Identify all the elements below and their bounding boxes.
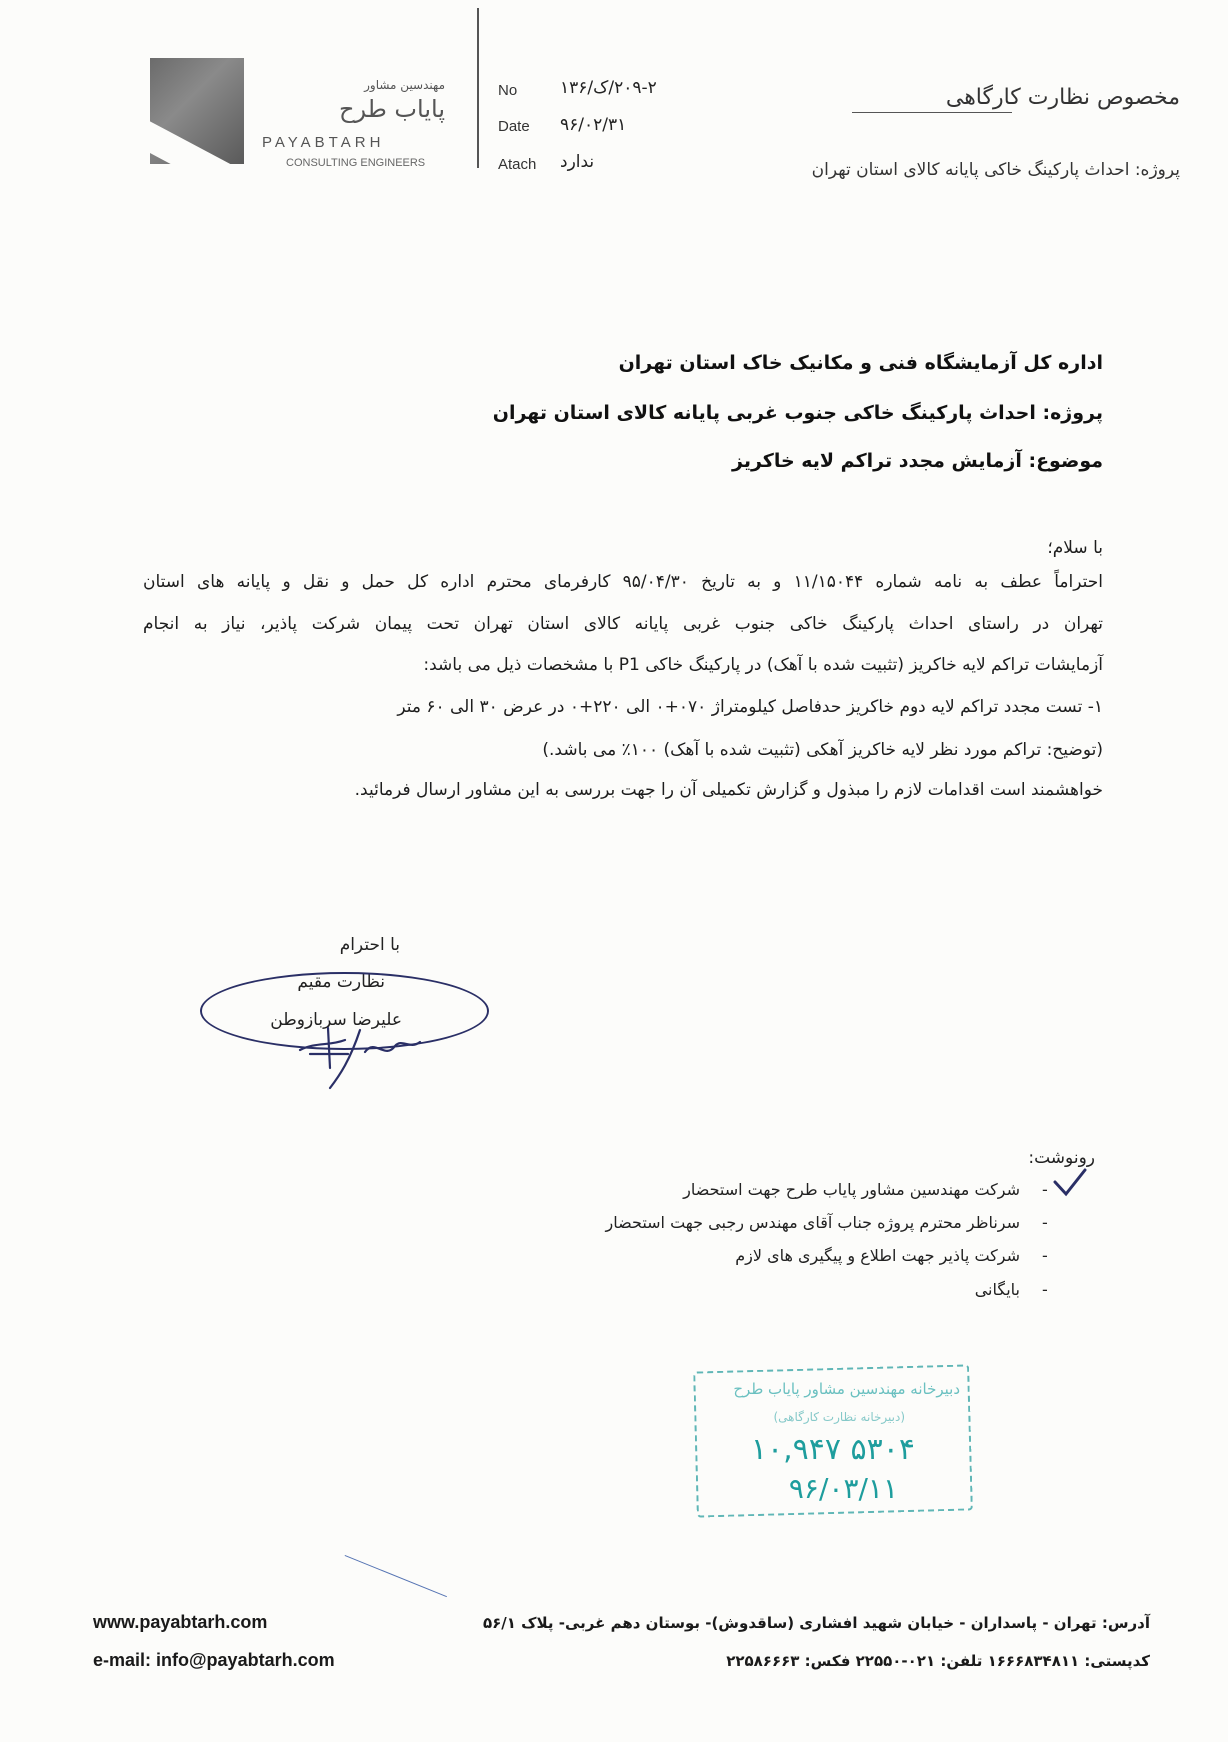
closing: با احترام — [339, 935, 400, 955]
copy-dash: - — [1042, 1180, 1048, 1199]
company-logo-mark — [150, 58, 244, 164]
signer-name: علیرضا سربازوطن — [270, 1010, 402, 1030]
logo-consulting-en: CONSULTING ENGINEERS — [286, 157, 426, 169]
email-link[interactable]: e-mail: info@payabtarh.com — [93, 1650, 335, 1670]
supervision-underline — [852, 112, 1012, 113]
date-value: ۹۶/۰۲/۳۱ — [560, 115, 627, 135]
copy-item-2: سرناظر محترم پروژه جناب آقای مهندس رجبی جهت استحضار — [605, 1213, 1020, 1232]
contact-info: کدپستی: ۱۶۶۶۸۳۴۸۱۱ تلفن: ۰۲۱-۲۲۵۵۰ فکس: ۲۲۵۸۶۶۶۳ — [726, 1652, 1150, 1670]
number-value: ۲۰۹-۲/ک/۱۳۶ — [560, 78, 657, 98]
website-link[interactable]: www.payabtarh.com — [93, 1612, 268, 1632]
logo-consulting-fa: مهندسین مشاور — [364, 78, 445, 92]
date-label: Date — [498, 118, 530, 135]
copy-dash: - — [1042, 1246, 1048, 1265]
address: آدرس: تهران - پاسداران - خیابان شهید افشاری (ساقدوش)- بوستان دهم غربی- پلاک ۵۶/۱ — [482, 1614, 1150, 1632]
recipient-line: اداره کل آزمایشگاه فنی و مکانیک خاک استان تهران — [618, 352, 1103, 374]
body-line-4: ۱- تست مجدد تراکم لایه دوم خاکریز حدفاصل کیلومتراژ ۰۷۰+۰ الی ۲۲۰+۰ در عرض ۳۰ الی ۶۰ متر — [397, 697, 1103, 717]
stamp-subtitle: (دبیرخانه نظارت کارگاهی) — [773, 1410, 905, 1424]
number-label: No — [498, 82, 518, 99]
copy-item-1: شرکت مهندسین مشاور پایاب طرح جهت استحضار — [683, 1180, 1020, 1199]
body-line-1: احتراماً عطف به نامه شماره ۱۱/۱۵۰۴۴ و به تاریخ ۹۵/۰۴/۳۰ کارفرمای محترم اداره کل حمل و نقل و پایانه های استان — [143, 572, 1103, 592]
logo-name-fa: پایاب طرح — [338, 95, 445, 123]
copy-dash: - — [1042, 1213, 1048, 1232]
header-divider — [477, 8, 479, 168]
copy-item-3: شرکت پاذیر جهت اطلاع و پیگیری های لازم — [735, 1246, 1020, 1265]
project-header: پروژه: احداث پارکینگ خاکی پایانه کالای استان تهران — [811, 160, 1180, 180]
project-line: پروژه: احداث پارکینگ خاکی جنوب غربی پایانه کالای استان تهران — [492, 402, 1103, 424]
pen-mark — [345, 1555, 447, 1597]
body-line-3: آزمایشات تراکم لایه خاکریز (تثبیت شده با آهک) در پارکینگ خاکی P1 با مشخصات ذیل می باشد: — [423, 655, 1103, 675]
copies-title: رونوشت: — [1028, 1148, 1095, 1168]
logo-name-en: PAYABTARH — [262, 134, 385, 151]
body-line-2: تهران در راستای احداث پارکینگ خاکی جنوب غربی پایانه کالای استان تهران تحت پیمان شرکت پاذیر، نیاز به انجام — [143, 614, 1103, 634]
stamp-number: ۱۰,۹۴۷ ۵۳۰۴ — [750, 1432, 915, 1467]
check-mark-icon — [1052, 1168, 1088, 1198]
stamp-title: دبیرخانه مهندسین مشاور پایاب طرح — [733, 1380, 960, 1398]
supervision-title: مخصوص نظارت کارگاهی — [945, 85, 1180, 110]
attach-value: ندارد — [560, 152, 595, 172]
signer-role: نظارت مقیم — [297, 972, 385, 992]
body-line-5: (توضیح: تراکم مورد نظر لایه خاکریز آهکی (تثبیت شده با آهک) ۱۰۰٪ می باشد.) — [542, 740, 1103, 760]
copy-dash: - — [1042, 1280, 1048, 1299]
subject-line: موضوع: آزمایش مجدد تراکم لایه خاکریز — [732, 450, 1103, 472]
stamp-date: ۹۶/۰۳/۱۱ — [788, 1472, 898, 1505]
attach-label: Atach — [498, 156, 537, 173]
greeting: با سلام؛ — [1047, 538, 1103, 558]
copy-item-4: بایگانی — [974, 1280, 1020, 1299]
body-line-6: خواهشمند است اقدامات لازم را مبذول و گزارش تکمیلی آن را جهت بررسی به این مشاور ارسال فرمائید. — [354, 780, 1103, 800]
handwritten-signature — [290, 1020, 440, 1090]
